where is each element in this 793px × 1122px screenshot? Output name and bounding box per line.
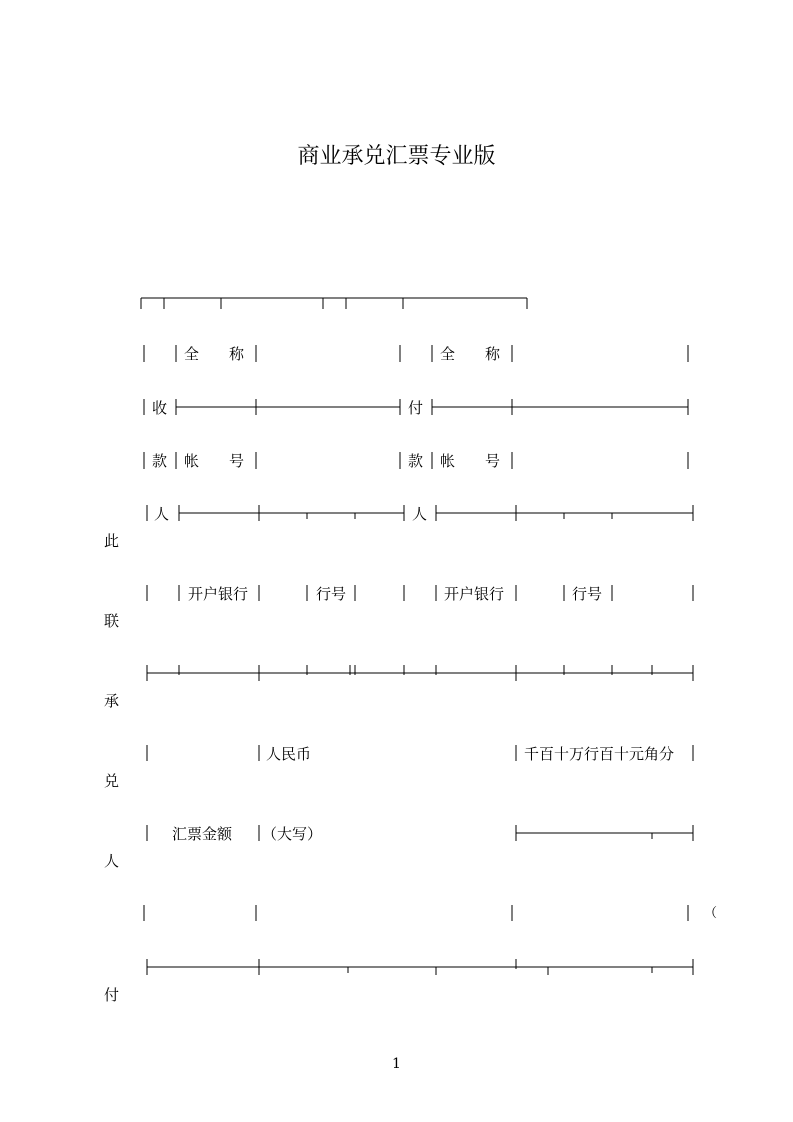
payee-row-label: 款 <box>152 452 168 470</box>
amount-uppercase-note: （大写） <box>262 825 323 843</box>
payee-bank-label: 开户银行 <box>188 585 249 603</box>
margin-mark: （ <box>704 906 718 921</box>
side-label-char: 此 <box>104 532 120 550</box>
side-label-char: 承 <box>104 692 120 710</box>
amount-label: 汇票金额 <box>172 825 233 843</box>
payer-row-label: 人 <box>412 505 428 523</box>
payer-bank-label: 开户银行 <box>444 585 505 603</box>
payer-row-label: 付 <box>408 399 424 417</box>
payer-account-label: 帐 号 <box>440 452 501 470</box>
payee-account-label: 帐 号 <box>184 452 245 470</box>
page-number: 1 <box>392 1056 401 1072</box>
payer-row-label: 款 <box>408 452 424 470</box>
payer-full-name-label: 全 称 <box>440 345 501 363</box>
payer-bank-no-label: 行号 <box>572 585 603 603</box>
side-label-char: 人 <box>104 852 120 870</box>
payee-full-name-label: 全 称 <box>184 345 245 363</box>
side-label-char: 付 <box>104 986 120 1004</box>
payee-row-label: 人 <box>154 505 170 523</box>
payee-bank-no-label: 行号 <box>316 585 347 603</box>
side-label-char: 兑 <box>104 772 120 790</box>
amount-currency: 人民币 <box>266 745 312 763</box>
document-title: 商业承兑汇票专业版 <box>297 144 496 169</box>
amount-digit-units: 千百十万行百十元角分 <box>524 745 675 763</box>
payee-row-label: 收 <box>152 399 168 417</box>
side-label-char: 联 <box>104 612 120 630</box>
